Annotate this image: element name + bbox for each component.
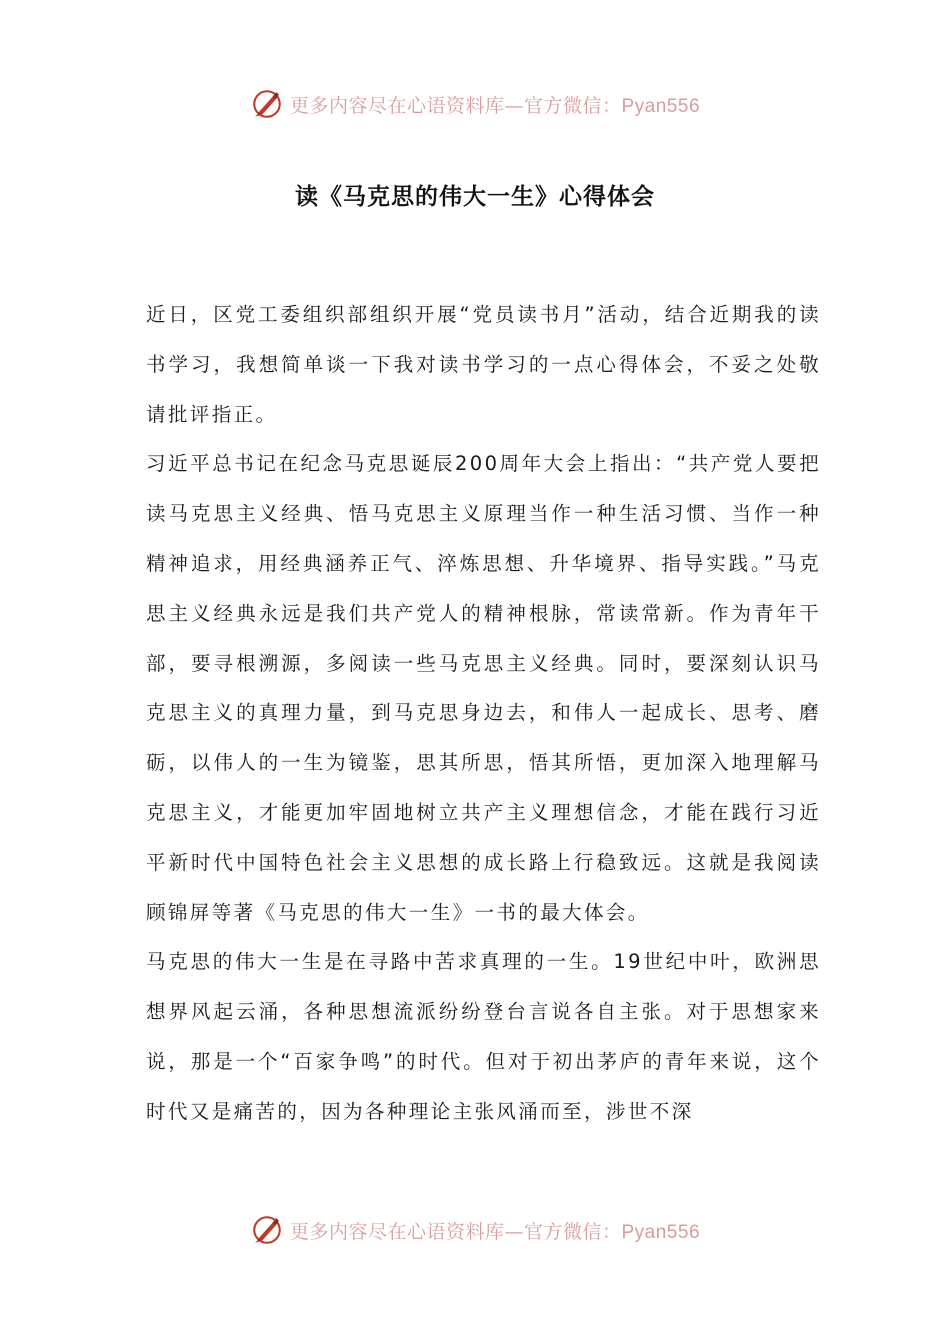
document-body	[146, 290, 821, 1137]
wechat-id: Pyan556	[621, 95, 701, 117]
paragraph: 习近平总书记在纪念马克思诞辰200周年大会上指出：“共产党人要把读马克思主义经典、悟马克思主义原理当作一种生活习惯、当作一种精神追求，用经典涵养正气、淬炼思想、升华境界、指导实践。”马克思主义经典永远是我们共产党人的精神根脉，常读常新。作为青年干部，要寻根溯源，多阅读一些马克思主义经典。同时，要深刻认识马克思主义的真理力量，到马克思身边去，和伟人一起成长、思考、磨砺，以伟人的一生为镜鉴，思其所思，悟其所悟，更加深入地理解马克思主义，才能更加牢固地树立共产主义理想信念，才能在践行习近平新时代中国特色社会主义思想的成长路上行稳致远。这就是我阅读顾锦屏等著《马克思的伟大一生》一书的最大体会。	[146, 452, 821, 924]
wechat-id: Pyan556	[621, 1221, 701, 1243]
watermark-label: 更多内容尽在心语资料库—官方微信：	[289, 94, 622, 117]
watermark-text	[290, 1217, 700, 1244]
paragraph: 马克思的伟大一生是在寻路中苦求真理的一生。19世纪中叶，欧洲思想界风起云涌，各种思想流派纷纷登台言说各自主张。对于思想家来说，那是一个“百家争鸣”的时代。但对于初出茅庐的青年来说，这个时代又是痛苦的，因为各种理论主张风涌而至，涉世不深	[146, 950, 821, 1123]
pen-logo-icon	[250, 87, 284, 121]
pen-logo-icon	[250, 1213, 284, 1247]
watermark-label: 更多内容尽在心语资料库—官方微信：	[289, 1220, 622, 1243]
footer-watermark-banner	[0, 1210, 950, 1250]
header-watermark-banner	[0, 84, 950, 124]
document-title: 读《马克思的伟大一生》心得体会	[295, 184, 655, 210]
watermark-text	[290, 91, 700, 118]
paragraph: 近日，区党工委组织部组织开展“党员读书月”活动，结合近期我的读书学习，我想简单谈一下我对读书学习的一点心得体会，不妥之处敬请批评指正。	[146, 303, 821, 426]
